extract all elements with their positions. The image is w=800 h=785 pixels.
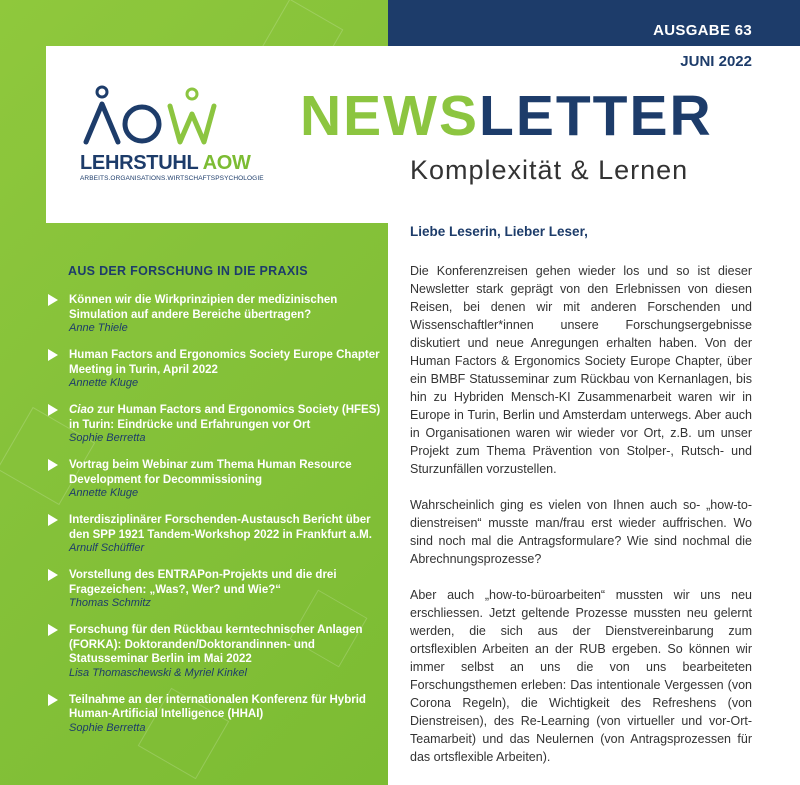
letter-paragraph: Wahrscheinlich ging es vielen von Ihnen auch so- „how-to-dienstreisen“ musste man/frau erst wieder auffrischen. Wo sind noch mal die Antragsformulare? Wie sind nochmal die Abrechnungsprozesse?: [410, 498, 752, 566]
toc-item[interactable]: Interdisziplinärer Forschenden-Austausch Bericht über den SPP 1921 Tandem-Workshop 2022 in Frankfurt a.M. Arnulf Schüffler: [48, 513, 383, 555]
letter-greeting: Liebe Leserin, Lieber Leser,: [410, 224, 588, 239]
toc-item[interactable]: Teilnahme an der internationalen Konferenz für Hybrid Human-Artificial Intelligence (HHAI) Sophie Berretta: [48, 693, 383, 735]
logo-tagline: ARBEITS.ORGANISATIONS.WIRTSCHAFTSPSYCHOLOGIE: [80, 175, 264, 182]
toc-item[interactable]: Vortrag beim Webinar zum Thema Human Resource Development for Decommissioning Annette Kluge: [48, 458, 383, 500]
toc-item[interactable]: Forschung für den Rückbau kerntechnischer Anlagen (FORKA): Doktoranden/Doktorandinnen- und Statusseminar Berlin im Mai 2022 Lisa Thomaschewski & Myriel Kinkel: [48, 623, 383, 680]
issue-date: JUNI 2022: [680, 53, 752, 70]
toc-heading: AUS DER FORSCHUNG IN DIE PRAXIS: [68, 264, 308, 278]
bullet-triangle-icon: [48, 694, 58, 706]
letter-paragraph: Aber auch „how-to-büroarbeiten“ mussten wir uns neu erschliessen. Jetzt geltende Prozesse mussten neu gelernt werden, die sich aus der Dienstvereinbarung zum ortsflexiblen Arbeiten an der RUB ergeben. So können wir immer selbst an uns die von uns bearbeiteten Forschungsthemen erleben: Das intentionale Vergessen (von Corona Regeln), die Wichtigkeit des Refreshens (von Dienstreisen), des Re-Learning (von virtueller und vor-Ort-Teamarbeit) und das Neulernen (von Antragsprozessen für das ortsflexible Arbeiten).: [410, 588, 752, 764]
bullet-triangle-icon: [48, 349, 58, 361]
issue-number: AUSGABE 63: [653, 22, 752, 39]
bullet-triangle-icon: [48, 404, 58, 416]
bullet-triangle-icon: [48, 294, 58, 306]
toc-item[interactable]: Ciao zur Human Factors and Ergonomics Society (HFES) in Turin: Eindrücke und Erfahrungen vor Ort Sophie Berretta: [48, 403, 383, 445]
table-of-contents: [48, 293, 383, 748]
bullet-triangle-icon: [48, 459, 58, 471]
toc-item[interactable]: Human Factors and Ergonomics Society Europe Chapter Meeting in Turin, April 2022 Annette Kluge: [48, 348, 383, 390]
bullet-triangle-icon: [48, 569, 58, 581]
newsletter-subtitle: Komplexität & Lernen: [410, 155, 689, 185]
toc-item[interactable]: Können wir die Wirkprinzipien der medizinischen Simulation auf andere Bereiche übertragen? Anne Thiele: [48, 293, 383, 335]
bullet-triangle-icon: [48, 514, 58, 526]
toc-item[interactable]: Vorstellung des ENTRAPon-Projekts und die drei Fragezeichen: „Was?, Wer? und Wie?“ Thomas Schmitz: [48, 568, 383, 610]
bullet-triangle-icon: [48, 624, 58, 636]
logo-wordmark: LEHRSTUHL AOW: [80, 152, 251, 174]
newsletter-title: NEWSLETTER: [300, 84, 713, 148]
letter-paragraph: Die Konferenzreisen gehen wieder los und so ist dieser Newsletter stark geprägt von den Erlebnissen von diesen Reisen, bei denen wir mit anderen Forschenden und Wissenschaftler*innen unsere Forschungsergebnisse diskutiert und neue Anregungen erhalten haben. Von der Human Factors & Ergonomics Society Europe Chapter, über ein BMBF Statusseminar zum Rückbau von Kernanlagen, bis hin zu Hybriden Mensch-KI Zusammenarbeit waren wir in Europe in Turin, Berlin und Amsterdam unterwegs. Aber auch in Organisationen waren wir wieder vor Ort, z.B. um unser Projekt zum Thema Prävention von Stolper-, Rutsch- und Sturzunfällen vorzustellen.: [410, 264, 752, 476]
letter-body: [410, 262, 752, 784]
